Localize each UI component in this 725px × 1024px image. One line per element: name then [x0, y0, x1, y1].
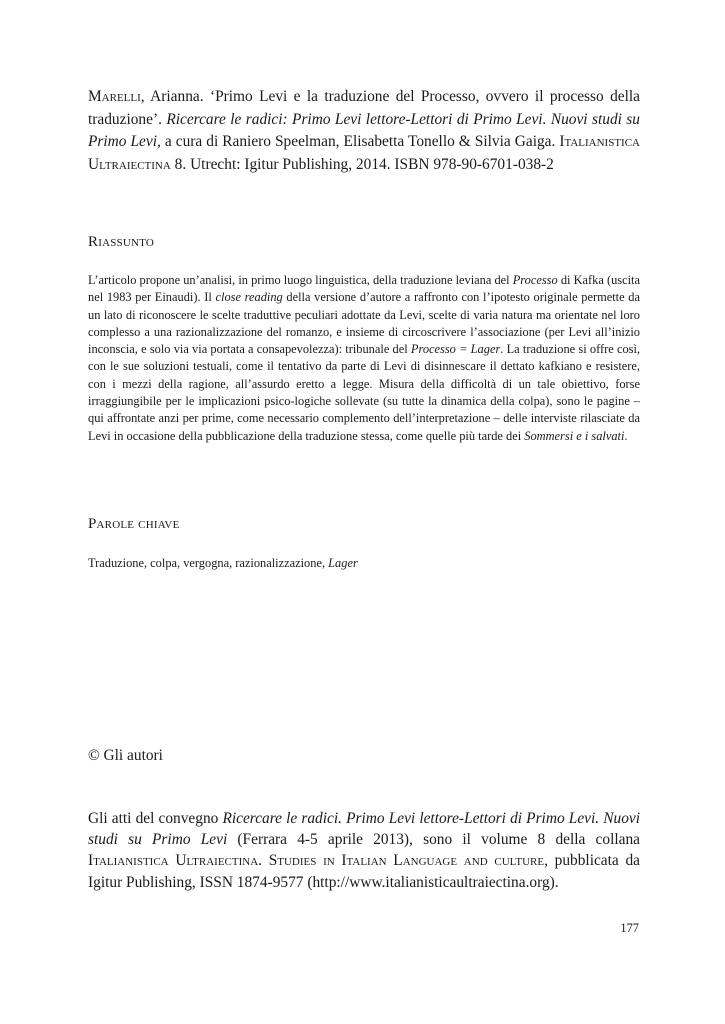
- keyword-lager: Lager: [328, 556, 358, 570]
- abstract-part: L’articolo propone un’analisi, in primo luogo linguistica, della traduzione leviana del: [88, 273, 513, 287]
- abstract-text: [88, 272, 640, 445]
- abstract-italic-close-reading: close reading: [215, 290, 283, 305]
- author-surname: Marelli: [88, 88, 141, 105]
- keywords-text: [88, 555, 640, 572]
- series-name: Italianistica Ultraiectina. Studies in Italian Language and culture: [88, 852, 545, 870]
- abstract-italic-processo-lager: Processo = Lager: [410, 342, 501, 357]
- notice-part: Gli atti del convegno: [88, 810, 223, 827]
- abstract-part: .: [624, 428, 628, 443]
- abstract-part: . La traduzione si offre così, con le sue soluzioni testuali, come il tentativo da parte di Levi di disinnescare il dettato kafkiano e resistere, con i mezzi della ragione, all’assurdo eretto a legge. Misura della difficoltà di un tale obiettivo, forse irraggiungibile per le implicazioni psico-logiche sollevate (su tutte la dinamica della colpa), sono le pagine – qui affrontate anzi per prime, come necessario complemento dell’interpretazione – delle interviste rilasciate da Levi in occasione della pubblicazione della traduzione stessa, come quelle più tarde dei: [88, 342, 641, 443]
- page-number: 177: [620, 921, 639, 935]
- notice-part: (Ferrara 4-5 aprile 2013), sono il volume 8 della collana: [227, 831, 640, 849]
- editors: a cura di Raniero Speelman, Elisabetta Tonello & Silvia Gaiga.: [160, 133, 560, 151]
- bibliographic-citation: [88, 86, 640, 176]
- conference-title: Ricercare le radici. Primo Levi lettore-Lettori di Primo Levi. Nuovi studi su Primo Levi: [88, 810, 640, 849]
- keywords-heading: Parole chiave: [88, 516, 180, 532]
- abstract-heading: Riassunto: [88, 234, 154, 250]
- copyright-line: © Gli autori: [88, 747, 163, 764]
- author-rest: , Arianna. ‘Primo Levi e la traduzione del Processo, ovvero il processo della traduzione’.: [88, 88, 640, 128]
- publication-info: 8. Utrecht: Igitur Publishing, 2014. ISBN 978-90-6701-038-2: [170, 155, 554, 173]
- keywords-list: Traduzione, colpa, vergogna, razionalizzazione,: [88, 556, 329, 570]
- abstract-part: della versione d’autore a raffronto con l’ipotesto originale permette da un lato di riconoscere le scelte traduttive peculiari adottate da Levi, scelte di varia natura ma orientate nel loro complesso a una razionalizzazione del romanzo, e insieme di circoscrivere l’associazione (per Levi all’inizio inconscia, e solo via via portata a consapevolezza): tribunale del: [88, 290, 640, 357]
- abstract-italic-processo: Processo: [512, 273, 558, 287]
- volume-title: Ricercare le radici: Primo Levi lettore-Lettori di Primo Levi. Nuovi studi su Primo Levi,: [88, 110, 640, 151]
- notice-part: , pubblicata da Igitur Publishing, ISSN 1874-9577 (http://www.italianisticaultraiectina.org).: [88, 852, 640, 891]
- series-name: Italianistica Ultraiectina: [88, 133, 640, 173]
- proceedings-notice: [88, 808, 640, 893]
- abstract-part: di Kafka (uscita nel 1983 per Einaudi). Il: [88, 273, 640, 305]
- abstract-italic-sommersi: Sommersi e i salvati: [524, 428, 625, 443]
